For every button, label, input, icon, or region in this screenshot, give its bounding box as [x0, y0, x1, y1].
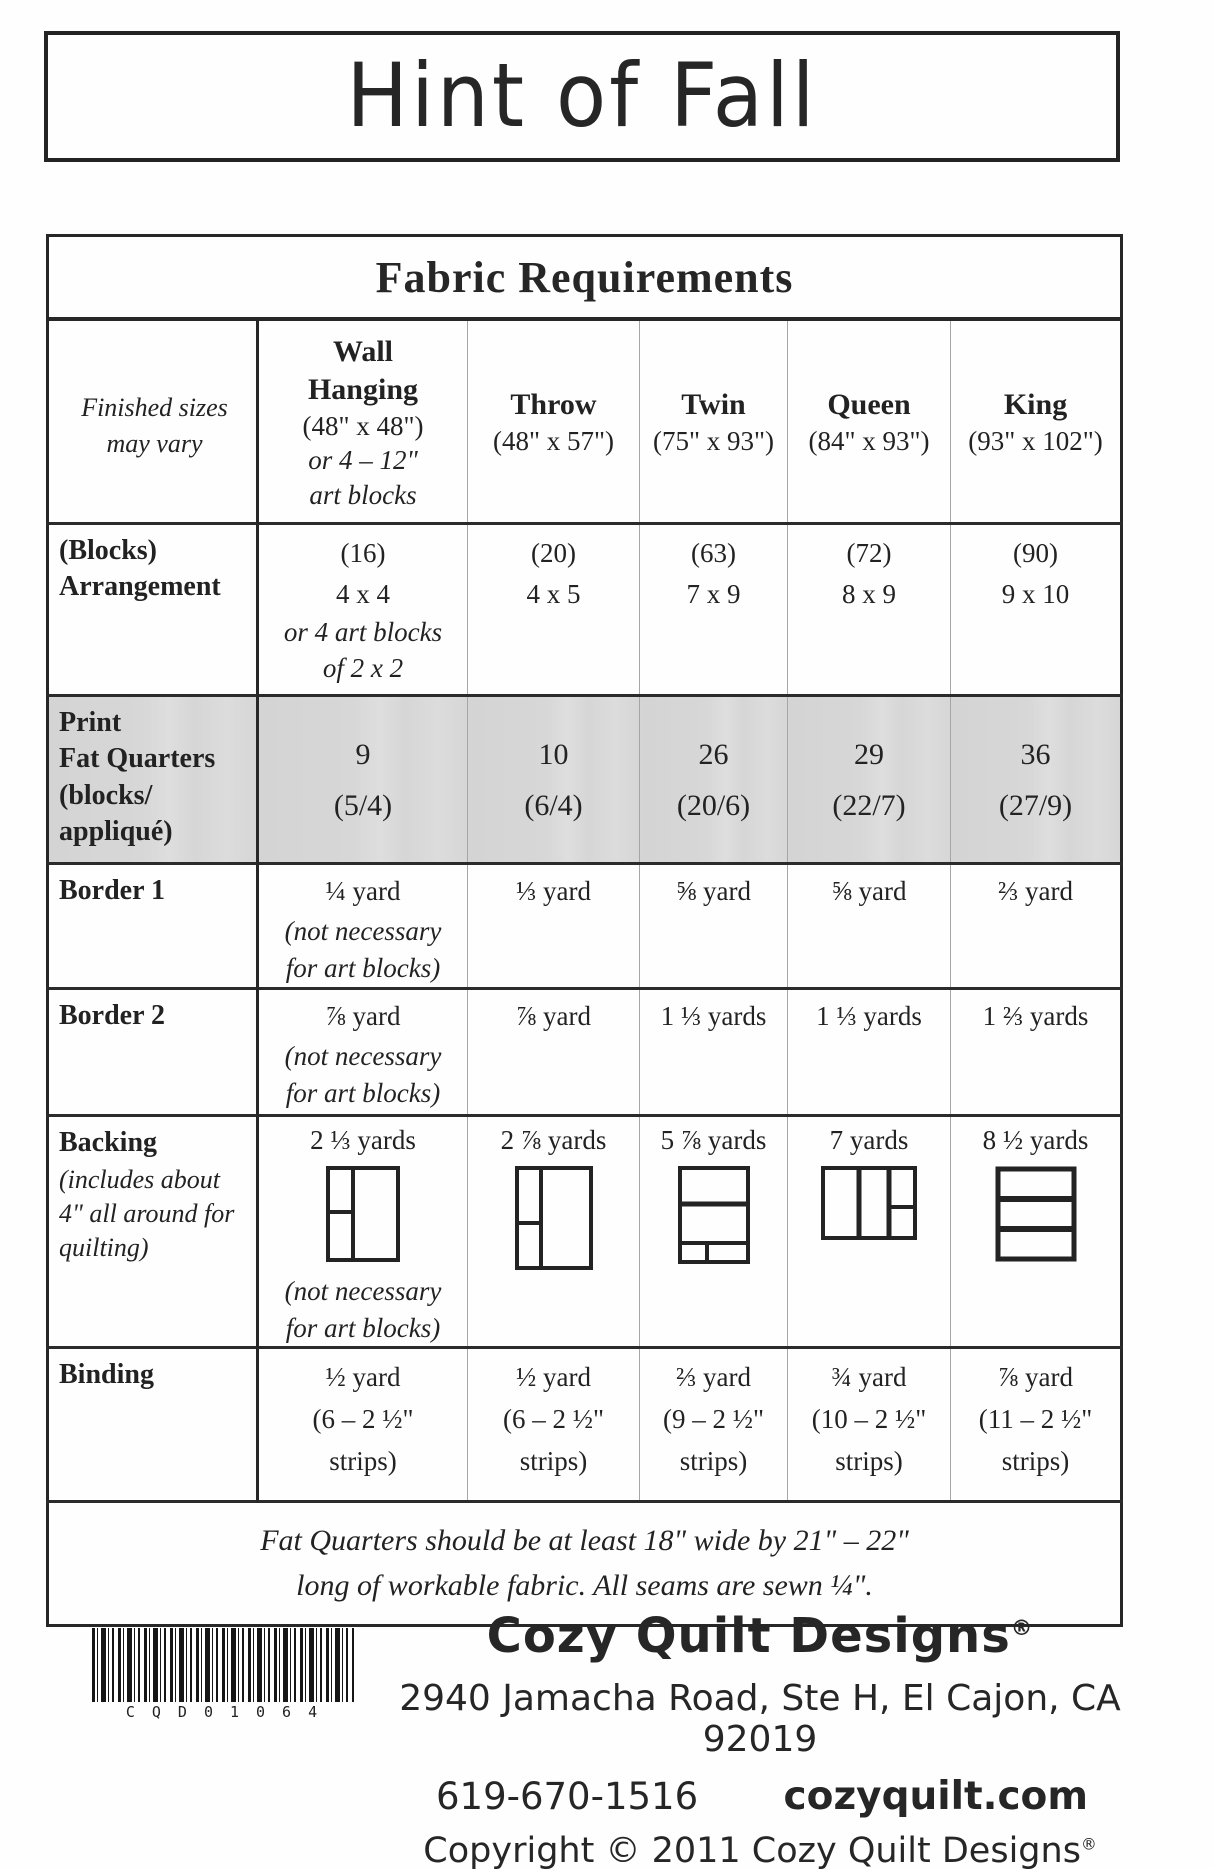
- registered-mark: ®: [1080, 1834, 1097, 1854]
- column-header-wall-hanging: Wall Hanging (48" x 48") or 4 – 12" art blocks: [258, 319, 468, 524]
- row-label-border2: Border 2: [59, 1000, 166, 1031]
- cell-border2-throw: ⅞ yard: [468, 989, 640, 1116]
- cell-backing-twin: 5 ⅞ yards: [640, 1116, 788, 1348]
- cell-border1-queen: ⅝ yard: [788, 864, 951, 989]
- backing-label-note: (includes about 4" all around for quilting): [59, 1165, 235, 1262]
- publisher-address: 2940 Jamacha Road, Ste H, El Cajon, CA 92019: [399, 1678, 1121, 1760]
- publisher-phone: 619-670-1516: [436, 1775, 699, 1818]
- row-label-fat-quarters: Print Fat Quarters (blocks/ appliqué): [59, 707, 216, 848]
- row-label-binding: Binding: [59, 1358, 154, 1390]
- cell-border2-twin: 1 ⅓ yards: [640, 989, 788, 1116]
- barcode: [92, 1628, 354, 1721]
- cell-backing-wall-hanging: 2 ⅓ yards (not necessary for art blocks): [258, 1116, 468, 1348]
- cell-fq-wall-hanging: 9 (5/4): [258, 696, 468, 864]
- cell-border2-wall-hanging: ⅞ yard (not necessary for art blocks): [258, 989, 468, 1116]
- backing-diagram-twin: [678, 1166, 750, 1264]
- cell-binding-king: ⅞ yard (11 – 2 ½" strips): [951, 1347, 1122, 1501]
- row-backing: [48, 1116, 1122, 1348]
- row-label-border1: Border 1: [59, 875, 166, 906]
- column-header-throw: Throw (48" x 57"): [468, 319, 640, 524]
- backing-diagram-queen: [821, 1166, 917, 1240]
- row-border-2: [48, 989, 1122, 1116]
- column-header-king: King (93" x 102"): [968, 388, 1103, 457]
- cell-blocks-throw: (20) 4 x 5: [468, 524, 640, 696]
- cell-binding-twin: ⅔ yard (9 – 2 ½" strips): [640, 1347, 788, 1501]
- row-binding: [48, 1347, 1122, 1501]
- cell-border2-queen: 1 ⅓ yards: [788, 989, 951, 1116]
- row-label-backing: Backing: [59, 1127, 158, 1158]
- cell-blocks-wall-hanging: (16) 4 x 4 or 4 art blocks of 2 x 2: [258, 524, 468, 696]
- cell-blocks-queen: (72) 8 x 9: [788, 524, 951, 696]
- cell-fq-queen: 29 (22/7): [788, 696, 951, 864]
- brand-name: Cozy Quilt Designs®: [486, 1608, 1034, 1664]
- cell-backing-queen: 7 yards: [788, 1116, 951, 1348]
- cell-border1-king: ⅔ yard: [951, 864, 1122, 989]
- row-print-fat-quarters: [48, 696, 1122, 864]
- publisher-website: cozyquilt.com: [783, 1774, 1088, 1819]
- corner-note: Finished sizes may vary: [48, 319, 258, 524]
- fabric-requirements-table: [46, 234, 1123, 1627]
- barcode-bars: [92, 1628, 354, 1702]
- cell-fq-king: 36 (27/9): [951, 696, 1122, 864]
- pattern-title: Hint of Fall: [346, 45, 818, 148]
- backing-diagram-throw: [515, 1166, 593, 1270]
- barcode-digits: CQD01064: [125, 1703, 335, 1721]
- cell-fq-twin: 26 (20/6): [640, 696, 788, 864]
- registered-mark: ®: [1010, 1616, 1034, 1641]
- cell-binding-throw: ½ yard (6 – 2 ½" strips): [468, 1347, 640, 1501]
- cell-border1-throw: ⅓ yard: [468, 864, 640, 989]
- backing-diagram-king: [995, 1166, 1077, 1262]
- column-header-row: [48, 319, 1122, 524]
- table-title: Fabric Requirements: [375, 252, 794, 302]
- backing-diagram-wall-hanging: [326, 1166, 400, 1262]
- cell-binding-queen: ¾ yard (10 – 2 ½" strips): [788, 1347, 951, 1501]
- cell-fq-throw: 10 (6/4): [468, 696, 640, 864]
- cell-border1-twin: ⅝ yard: [640, 864, 788, 989]
- footnote-line1: Fat Quarters should be at least 18" wide by 21" – 22": [260, 1524, 909, 1558]
- footnote-line2: long of workable fabric. All seams are sewn ¼".: [296, 1569, 873, 1603]
- table-title-row: [48, 236, 1122, 320]
- copyright-line: Copyright © 2011 Cozy Quilt Designs®: [423, 1831, 1097, 1871]
- cell-border1-wall-hanging: ¼ yard (not necessary for art blocks): [258, 864, 468, 989]
- cell-blocks-twin: (63) 7 x 9: [640, 524, 788, 696]
- row-border-1: [48, 864, 1122, 989]
- row-footnote: [48, 1501, 1122, 1625]
- title-box: [44, 31, 1120, 162]
- cell-backing-king: 8 ½ yards: [951, 1116, 1122, 1348]
- row-blocks-arrangement: [48, 524, 1122, 696]
- publisher-info: [370, 1608, 1150, 1871]
- column-header-queen: Queen (84" x 93"): [788, 319, 951, 524]
- column-header-twin: Twin (75" x 93"): [640, 319, 788, 524]
- cell-backing-throw: 2 ⅞ yards: [468, 1116, 640, 1348]
- cell-border2-king: 1 ⅔ yards: [951, 989, 1122, 1116]
- row-label-blocks: (Blocks) Arrangement: [59, 535, 221, 603]
- cell-binding-wall-hanging: ½ yard (6 – 2 ½" strips): [258, 1347, 468, 1501]
- cell-blocks-king: (90) 9 x 10: [951, 524, 1122, 696]
